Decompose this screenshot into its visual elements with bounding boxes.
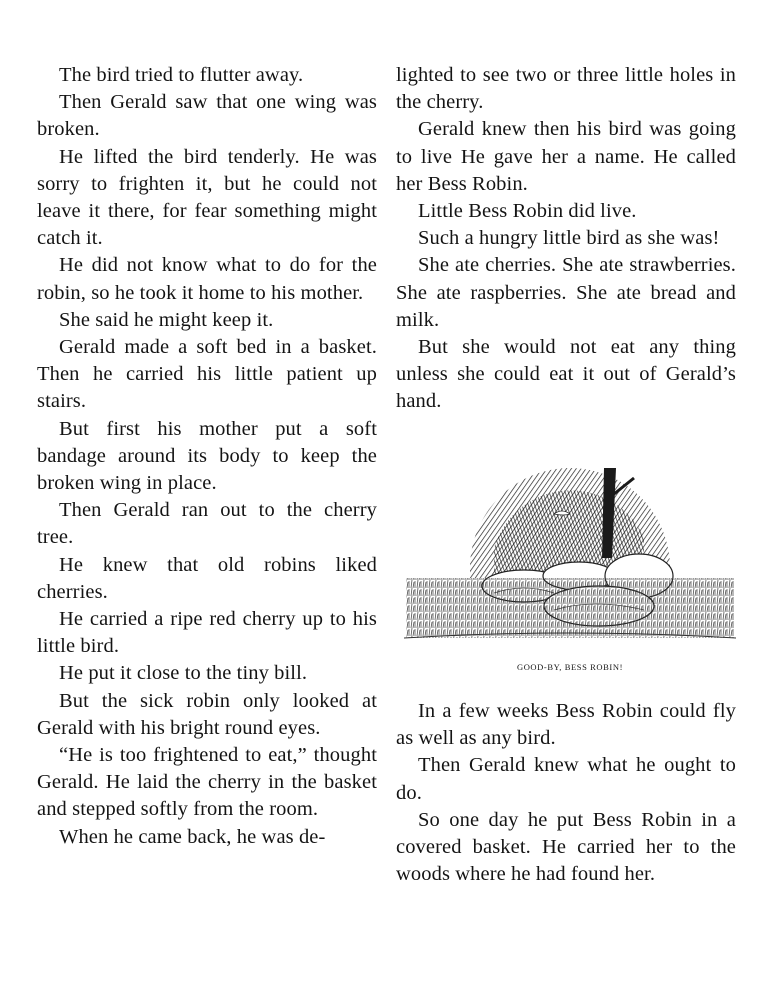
paragraph: Then Gerald saw that one wing was broken. [37,91,377,141]
paragraph: So one day he put Bess Robin in a covered basket. He carried her to the woods where he had found her. [396,808,736,886]
paragraph: “He is too frightened to eat,” thought Gerald. He laid the cherry in the basket and stepped softly from the room. [37,744,377,821]
paragraph: She said he might keep it. [59,308,274,331]
robin-illustration [404,428,736,678]
paragraph: Then Gerald ran out to the cherry tree. [37,499,377,549]
right-text-column-bottom [396,698,736,888]
paragraph: The bird tried to flutter away. [59,64,304,86]
paragraph: When he came back, he was de- [59,825,326,848]
paragraph: Gerald knew then his bird was going to live He gave her a name. He called her Bess Robin. [396,118,736,195]
paragraph: He did not know what to do for the robin, so he took it home to his mother. [37,254,377,304]
paragraph: He carried a ripe red cherry up to his little bird. [37,608,377,658]
paragraph: Then Gerald knew what he ought to do. [396,754,736,804]
paragraph: She ate cherries. She ate strawberries. She ate raspberries. She ate bread and milk. [396,254,736,331]
paragraph-continuation: lighted to see two or three little holes in the cherry. [396,64,736,114]
paragraph: He put it close to the tiny bill. [59,662,308,685]
woodland-engraving-image [404,428,736,653]
illustration-caption: GOOD-BY, BESS ROBIN! [516,662,624,672]
left-text-column [37,62,377,851]
paragraph: He lifted the bird tenderly. He was sorry to frighten it, but he could not leave it there, for fear something might catch it. [37,145,377,250]
paragraph: But the sick robin only looked at Gerald with his bright round eyes. [37,689,377,739]
paragraph: He knew that old robins liked cherries. [37,553,377,603]
paragraph: Such a hungry little bird as she was! [418,227,720,250]
right-text-column-top [396,62,736,416]
paragraph: Little Bess Robin did live. [418,200,637,223]
paragraph: But she would not eat any thing unless she could eat it out of Gerald’s hand. [396,336,736,413]
paragraph: But first his mother put a soft bandage around its body to keep the broken wing in place. [37,417,377,495]
paragraph: Gerald made a soft bed in a basket. Then he carried his little patient up stairs. [37,336,377,413]
paragraph: In a few weeks Bess Robin could fly as well as any bird. [396,700,736,750]
